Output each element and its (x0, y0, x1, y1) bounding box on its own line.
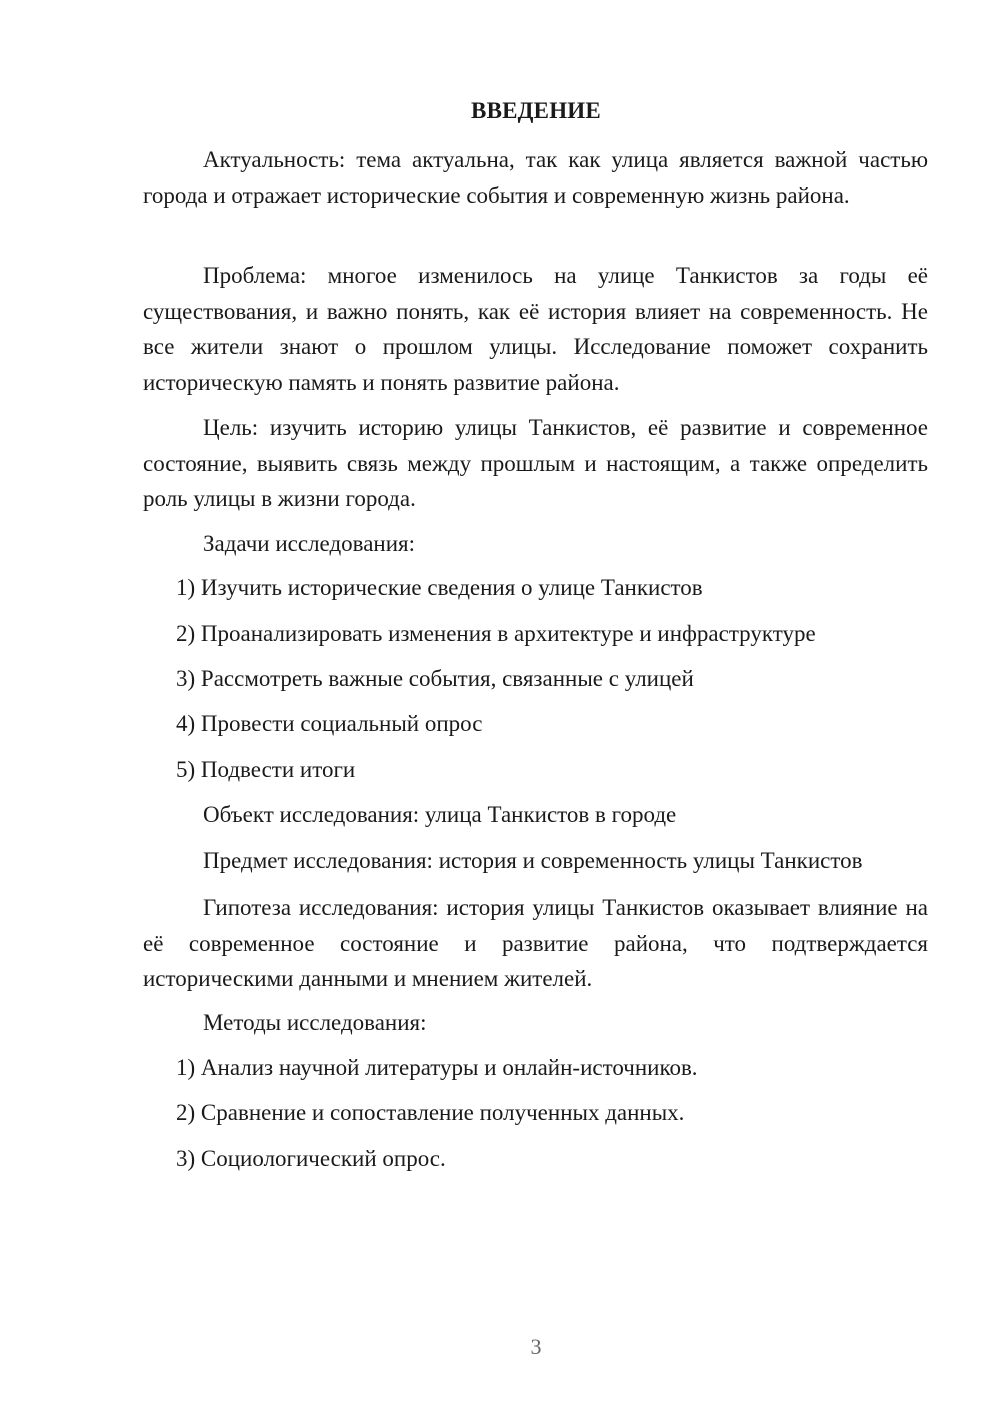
task-item: 5) Подвести итоги (176, 757, 356, 782)
method-item: 2) Сравнение и сопоставление полученных данных. (176, 1100, 685, 1125)
task-item: 1) Изучить исторические сведения о улице Танкистов (176, 575, 703, 600)
hypothesis-paragraph: Гипотеза исследования: история улицы Танкистов оказывает влияние на её современное состояние и развитие района, что подтверждается историческими данными и мнением жителей. (143, 895, 928, 991)
task-item: 4) Провести социальный опрос (176, 711, 483, 736)
tasks-title: Задачи исследования: (203, 531, 416, 556)
method-item: 1) Анализ научной литературы и онлайн-источников. (176, 1055, 698, 1080)
subject-line: Предмет исследования: история и современность улицы Танкистов (203, 848, 863, 873)
relevance-paragraph: Актуальность: тема актуальна, так как улица является важной частью города и отражает исторические события и современную жизнь района. (143, 147, 928, 208)
page-number: 3 (530, 1334, 542, 1359)
methods-title: Методы исследования: (203, 1010, 427, 1035)
task-item: 2) Проанализировать изменения в архитектуре и инфраструктуре (176, 621, 816, 646)
problem-paragraph: Проблема: многое изменилось на улице Танкистов за годы её существования, и важно понять, как её история влияет на современность. Не все жители знают о прошлом улицы. Исследование поможет сохранить историческую память и понять развитие района. (143, 263, 928, 395)
task-item: 3) Рассмотреть важные события, связанные с улицей (176, 666, 694, 691)
page-title: ВВЕДЕНИЕ (471, 98, 601, 123)
object-line: Объект исследования: улица Танкистов в городе (203, 802, 677, 827)
goal-paragraph: Цель: изучить историю улицы Танкистов, её развитие и современное состояние, выявить связь между прошлым и настоящим, а также определить роль улицы в жизни города. (143, 415, 928, 511)
method-item: 3) Социологический опрос. (176, 1146, 446, 1171)
